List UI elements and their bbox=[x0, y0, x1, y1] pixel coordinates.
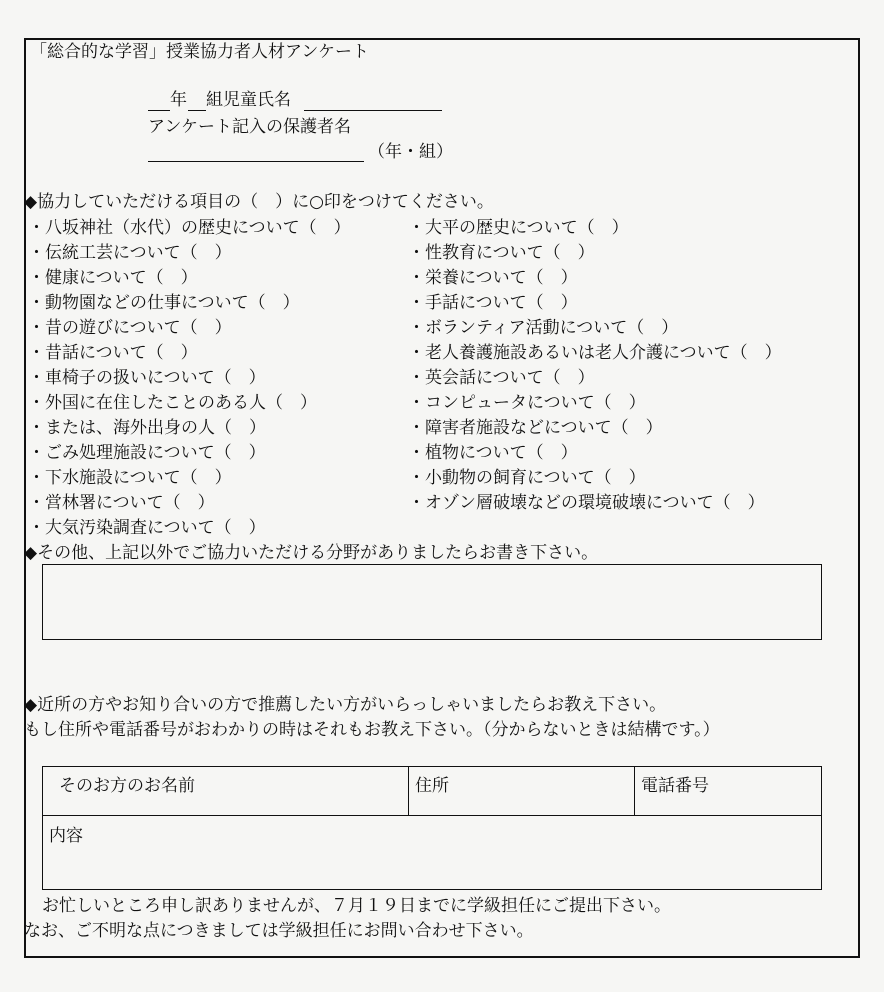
list-item[interactable]: ・八坂神社（水代）の歴史について（ ） bbox=[28, 218, 351, 238]
list-item[interactable]: ・障害者施設などについて（ ） bbox=[408, 418, 663, 438]
list-item[interactable]: ・老人養護施設あるいは老人介護について（ ） bbox=[408, 343, 782, 363]
left-item-list bbox=[28, 218, 351, 543]
list-item[interactable]: ・下水施設について（ ） bbox=[28, 468, 232, 488]
list-item[interactable]: ・手話について（ ） bbox=[408, 293, 578, 313]
guardian-name-field[interactable] bbox=[148, 161, 364, 162]
name-header: そのお方のお名前 bbox=[59, 776, 195, 796]
list-item[interactable]: ・英会話について（ ） bbox=[408, 368, 595, 388]
list-item[interactable]: ・外国に在住したことのある人（ ） bbox=[28, 393, 317, 413]
recommendation-table bbox=[42, 766, 822, 890]
list-item[interactable]: ・昔の遊びについて（ ） bbox=[28, 318, 232, 338]
year-blank[interactable] bbox=[148, 110, 170, 111]
content-label: 内容 bbox=[49, 826, 83, 846]
list-item[interactable]: ・健康について（ ） bbox=[28, 268, 198, 288]
section2-instruction: ◆その他、上記以外でご協力いただける分野がありましたらお書き下さい。 bbox=[24, 543, 599, 563]
list-item[interactable]: ・昔話について（ ） bbox=[28, 343, 198, 363]
year-label: 年 bbox=[170, 90, 187, 110]
list-item[interactable]: ・オゾン層破壊などの環境破壊について（ ） bbox=[408, 493, 765, 513]
class-blank[interactable] bbox=[188, 110, 206, 111]
other-fields-textbox[interactable] bbox=[42, 564, 822, 640]
form-title: 「総合的な学習」授業協力者人材アンケート bbox=[30, 42, 369, 62]
list-item[interactable]: ・性教育について（ ） bbox=[408, 243, 595, 263]
list-item[interactable]: ・車椅子の扱いについて（ ） bbox=[28, 368, 266, 388]
right-item-list bbox=[408, 218, 782, 518]
section1-instruction: ◆協力していただける項目の（ ）に○印をつけてください。 bbox=[24, 192, 494, 212]
list-item[interactable]: ・小動物の飼育について（ ） bbox=[408, 468, 646, 488]
list-item[interactable]: ・コンピュータについて（ ） bbox=[408, 393, 646, 413]
list-item[interactable]: ・伝統工芸について（ ） bbox=[28, 243, 232, 263]
list-item[interactable]: ・ボランティア活動について（ ） bbox=[408, 318, 679, 338]
table-row-divider bbox=[43, 815, 821, 816]
footer-line-1: お忙しいところ申し訳ありませんが、７月１９日までに学級担任にご提出下さい。 bbox=[42, 896, 671, 916]
guardian-name-label: アンケート記入の保護者名 bbox=[148, 117, 351, 137]
list-item[interactable]: ・または、海外出身の人（ ） bbox=[28, 418, 266, 438]
table-col-divider bbox=[634, 767, 635, 815]
list-item[interactable]: ・ごみ処理施設について（ ） bbox=[28, 443, 266, 463]
student-name-label: 組児童氏名 bbox=[206, 90, 291, 110]
table-col-divider bbox=[408, 767, 409, 815]
list-item[interactable]: ・大気汚染調査について（ ） bbox=[28, 518, 266, 538]
year-class-note: （年・組） bbox=[368, 142, 453, 162]
footer-line-2: なお、ご不明な点につきましては学級担任にお問い合わせ下さい。 bbox=[24, 921, 534, 941]
section3-instruction-1: ◆近所の方やお知り合いの方で推薦したい方がいらっしゃいましたらお教え下さい。 bbox=[24, 695, 667, 715]
section3-instruction-2: もし住所や電話番号がおわかりの時はそれもお教え下さい。（分からないときは結構です。） bbox=[24, 720, 720, 740]
list-item[interactable]: ・栄養について（ ） bbox=[408, 268, 578, 288]
list-item[interactable]: ・営林署について（ ） bbox=[28, 493, 215, 513]
address-header: 住所 bbox=[415, 776, 449, 796]
student-name-field[interactable] bbox=[304, 110, 442, 111]
list-item[interactable]: ・大平の歴史について（ ） bbox=[408, 218, 629, 238]
phone-header: 電話番号 bbox=[641, 776, 709, 796]
list-item[interactable]: ・動物園などの仕事について（ ） bbox=[28, 293, 300, 313]
list-item[interactable]: ・植物について（ ） bbox=[408, 443, 578, 463]
